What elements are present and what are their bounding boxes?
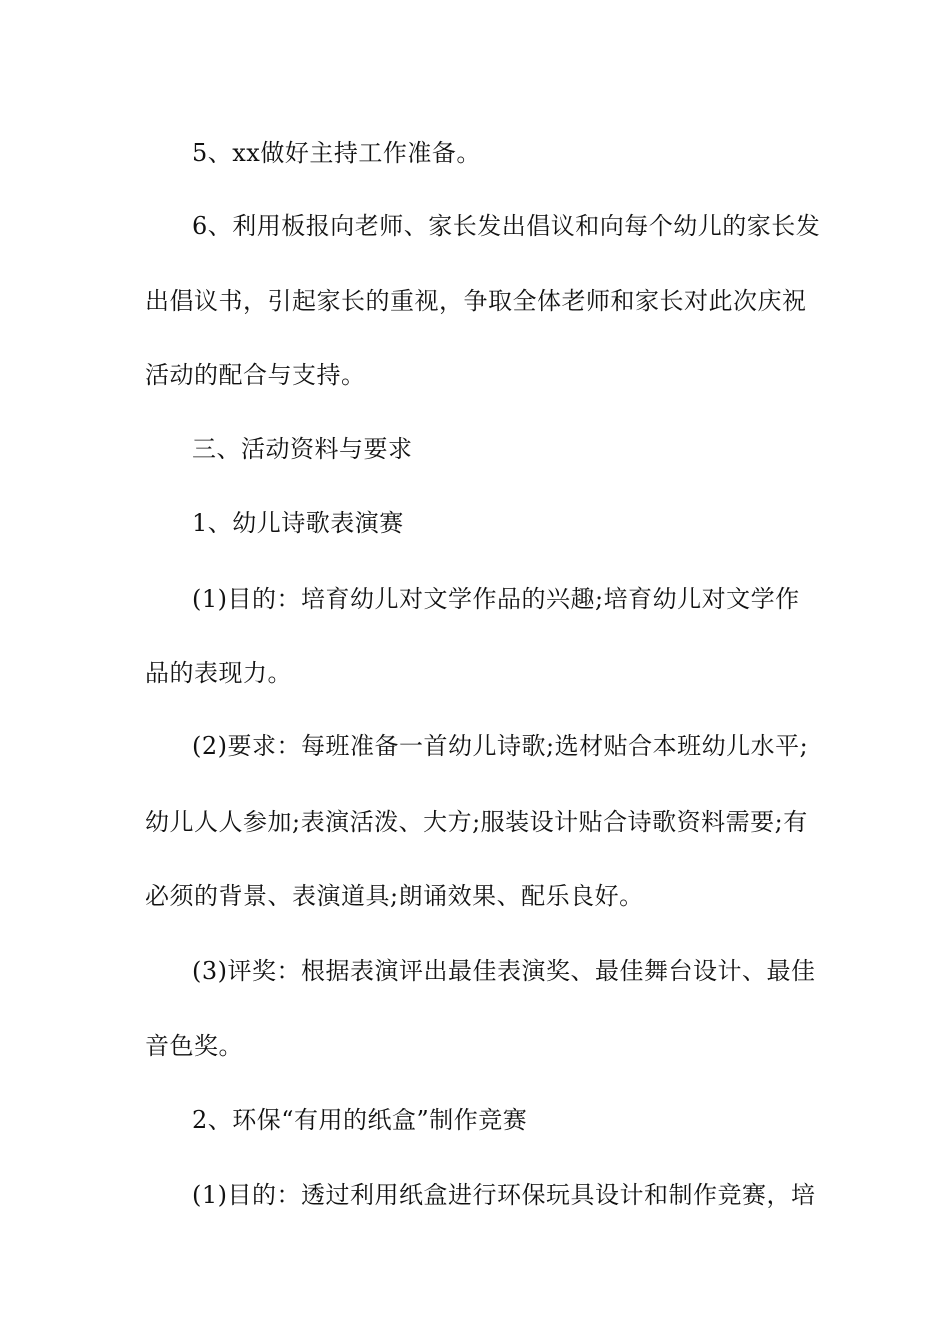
- paragraph-line: 出倡议书，引起家长的重视，争取全体老师和家长对此次庆祝: [145, 287, 807, 315]
- paragraph-line: 品的表现力。: [145, 659, 292, 687]
- paragraph-line: 5、xx做好主持工作准备。: [192, 139, 481, 167]
- paragraph-line: (1)目的：透过利用纸盒进行环保玩具设计和制作竞赛，培: [192, 1181, 816, 1209]
- paragraph-line: (2)要求：每班准备一首幼儿诗歌;选材贴合本班幼儿水平;: [192, 732, 809, 760]
- paragraph-line: 6、利用板报向老师、家长发出倡议和向每个幼儿的家长发: [192, 212, 821, 240]
- subsection-heading: 1、幼儿诗歌表演赛: [192, 509, 404, 537]
- paragraph-line: 活动的配合与支持。: [145, 361, 366, 389]
- paragraph-line: 幼儿人人参加;表演活泼、大方;服装设计贴合诗歌资料需要;有: [145, 808, 808, 836]
- section-heading: 三、活动资料与要求: [192, 435, 413, 463]
- subsection-heading: 2、环保“有用的纸盒”制作竞赛: [192, 1106, 528, 1134]
- paragraph-line: (1)目的：培育幼儿对文学作品的兴趣;培育幼儿对文学作: [192, 585, 800, 613]
- paragraph-line: 必须的背景、表演道具;朗诵效果、配乐良好。: [145, 882, 644, 910]
- paragraph-line: 音色奖。: [145, 1032, 243, 1060]
- paragraph-line: (3)评奖：根据表演评出最佳表演奖、最佳舞台设计、最佳: [192, 957, 816, 985]
